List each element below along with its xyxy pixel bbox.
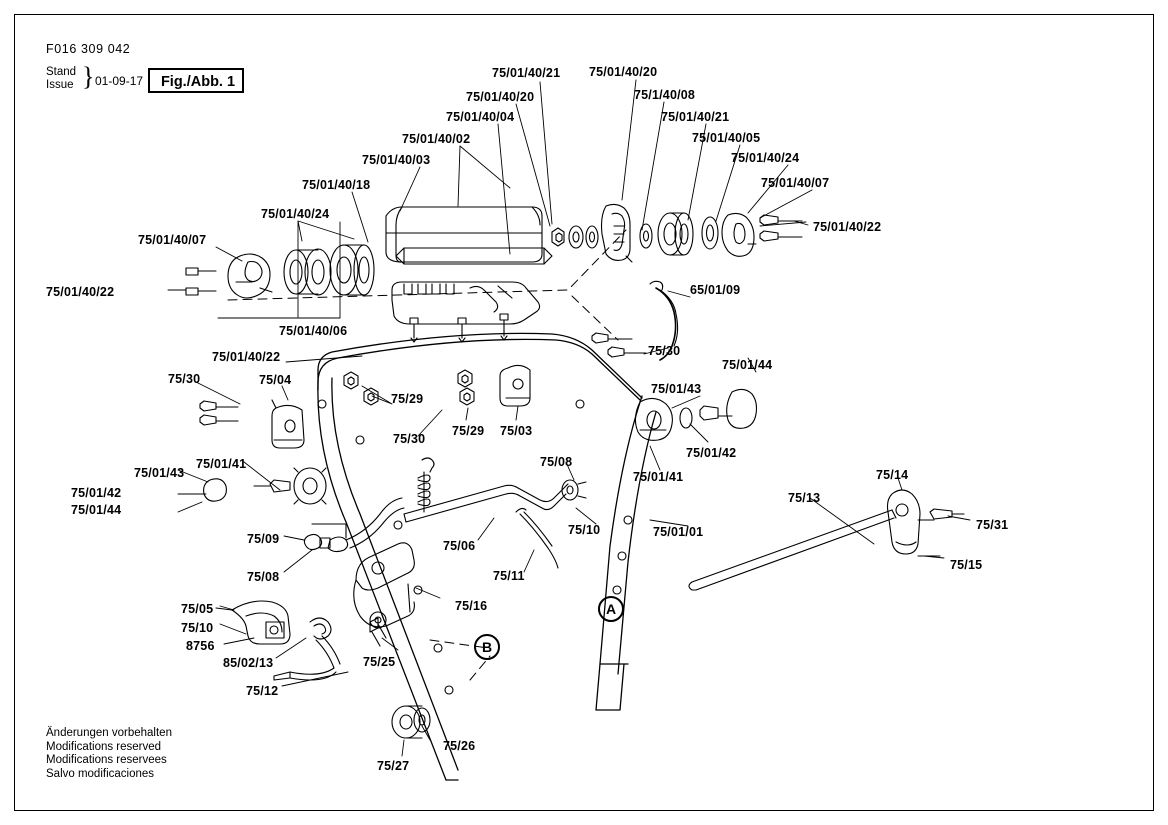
part-number-label: 75/01/40/20	[466, 90, 535, 104]
part-number-label: 75/01/40/05	[692, 131, 761, 145]
part-cable-75-11	[516, 508, 558, 568]
part-number-label: 75/01/40/06	[279, 324, 348, 338]
part-number-label: 75/01/42	[71, 486, 122, 500]
brace-glyph: }	[82, 62, 95, 91]
part-number-label: 75/06	[443, 539, 476, 553]
part-number-label: 75/01/40/21	[492, 66, 561, 80]
part-rod-75-06	[404, 480, 586, 522]
part-bracket-75-16	[354, 543, 415, 628]
part-screw-75-25	[370, 618, 386, 646]
part-number-label: 75/30	[168, 372, 201, 386]
part-clamp-75-03	[500, 365, 530, 406]
part-number-label: 75/10	[568, 523, 601, 537]
part-number-label: 75/01/40/18	[302, 178, 371, 192]
part-right-bearings	[640, 213, 718, 255]
footer-line-de: Änderungen vorbehalten	[46, 727, 172, 739]
part-upper-grip-shell	[386, 207, 542, 262]
issue-date: 01-09-17	[95, 74, 144, 88]
part-left-bushings	[284, 245, 374, 295]
part-number-label: 75/01/40/02	[402, 132, 471, 146]
part-number-label: 85/02/13	[223, 656, 274, 670]
part-number-label: 75/30	[648, 344, 681, 358]
part-main-handle-frame	[318, 333, 656, 780]
part-number-label: 75/01/44	[71, 503, 122, 517]
part-number-label: 75/16	[455, 599, 488, 613]
part-number-label: 75/01/40/07	[761, 176, 830, 190]
part-number-label: 8756	[186, 639, 215, 653]
section-callout-b-label: B	[481, 639, 493, 655]
part-number-label: 75/01/40/04	[446, 110, 515, 124]
part-knob-right	[635, 389, 756, 440]
part-number-label: 75/29	[391, 392, 424, 406]
part-number-label: 75/11	[493, 569, 525, 583]
part-wheel-75-26	[392, 706, 430, 738]
part-number-label: 75/01/40/22	[813, 220, 882, 234]
part-number-label: 75/04	[259, 373, 292, 387]
part-number-label: 75/01/40/22	[46, 285, 115, 299]
section-callout-b	[474, 634, 500, 660]
part-number-label: 75/1/40/08	[634, 88, 696, 102]
part-right-end-cap	[722, 213, 756, 256]
part-number-label: 75/30	[393, 432, 426, 446]
part-number-label: 75/09	[247, 532, 280, 546]
section-callout-a-label: A	[605, 601, 617, 617]
part-number-label: 75/29	[452, 424, 485, 438]
part-number-label: 75/01/40/21	[661, 110, 730, 124]
part-number-label: 75/25	[363, 655, 396, 669]
part-number-label: 75/01/40/20	[589, 65, 658, 79]
part-number-label: 75/08	[540, 455, 573, 469]
part-number-label: 75/27	[377, 759, 410, 773]
part-number-label: 75/01/01	[653, 525, 704, 539]
part-number-label: 75/01/43	[651, 382, 702, 396]
part-number-label: 75/03	[500, 424, 533, 438]
part-number-label: 75/10	[181, 621, 214, 635]
part-number-label: 75/01/41	[196, 457, 247, 471]
part-left-end-cap	[228, 254, 272, 298]
part-number-label: 75/01/40/07	[138, 233, 207, 247]
part-number-label: 75/01/44	[722, 358, 773, 372]
part-lever-75-14	[888, 490, 935, 554]
part-number-label: 75/08	[247, 570, 280, 584]
part-number-label: 75/13	[788, 491, 821, 505]
figure-label: Fig./Abb. 1	[160, 74, 236, 90]
issue-label: Issue	[46, 79, 74, 91]
part-knob-left	[204, 468, 326, 504]
part-screws-75-30-left	[200, 401, 238, 425]
section-callout-a	[598, 596, 624, 622]
footer-line-es: Salvo modificaciones	[46, 767, 155, 780]
part-number-label: 75/31	[976, 518, 1009, 532]
part-number-label: 75/15	[950, 558, 983, 572]
part-number-label: 75/12	[246, 684, 279, 698]
part-number-label: 75/01/42	[686, 446, 737, 460]
part-lever-bracket	[602, 204, 633, 262]
part-rod-75-13	[689, 510, 896, 590]
footer-notes	[46, 727, 172, 781]
leader-lines	[168, 80, 970, 756]
footer-line-en: Modifications reserved	[46, 740, 162, 753]
part-right-nuts	[552, 226, 598, 248]
part-number-label: 75/01/43	[134, 466, 185, 480]
part-right-screws	[760, 215, 802, 241]
part-screws-75-30-right	[592, 333, 646, 357]
part-spring-bolt	[418, 458, 434, 512]
part-number-label: 75/01/40/24	[731, 151, 800, 165]
document-code: F016 309 042	[46, 42, 131, 56]
part-number-label: 75/01/40/03	[362, 153, 431, 167]
part-number-label: 75/14	[876, 468, 909, 482]
part-number-label: 75/26	[443, 739, 476, 753]
part-clamp-75-04	[272, 400, 304, 448]
stand-label: Stand	[46, 66, 77, 78]
part-number-label: 75/01/40/22	[212, 350, 281, 364]
part-pin-75-31	[930, 509, 964, 519]
part-lever-75-05	[216, 601, 290, 644]
part-number-label: 75/01/40/24	[261, 207, 330, 221]
part-number-label: 65/01/09	[690, 283, 741, 297]
part-number-label: 75/05	[181, 602, 214, 616]
footer-line-fr: Modifications reservees	[46, 754, 167, 766]
part-left-screws	[186, 268, 216, 295]
part-screws-housing	[410, 314, 508, 342]
part-number-label: 75/01/41	[633, 470, 684, 484]
